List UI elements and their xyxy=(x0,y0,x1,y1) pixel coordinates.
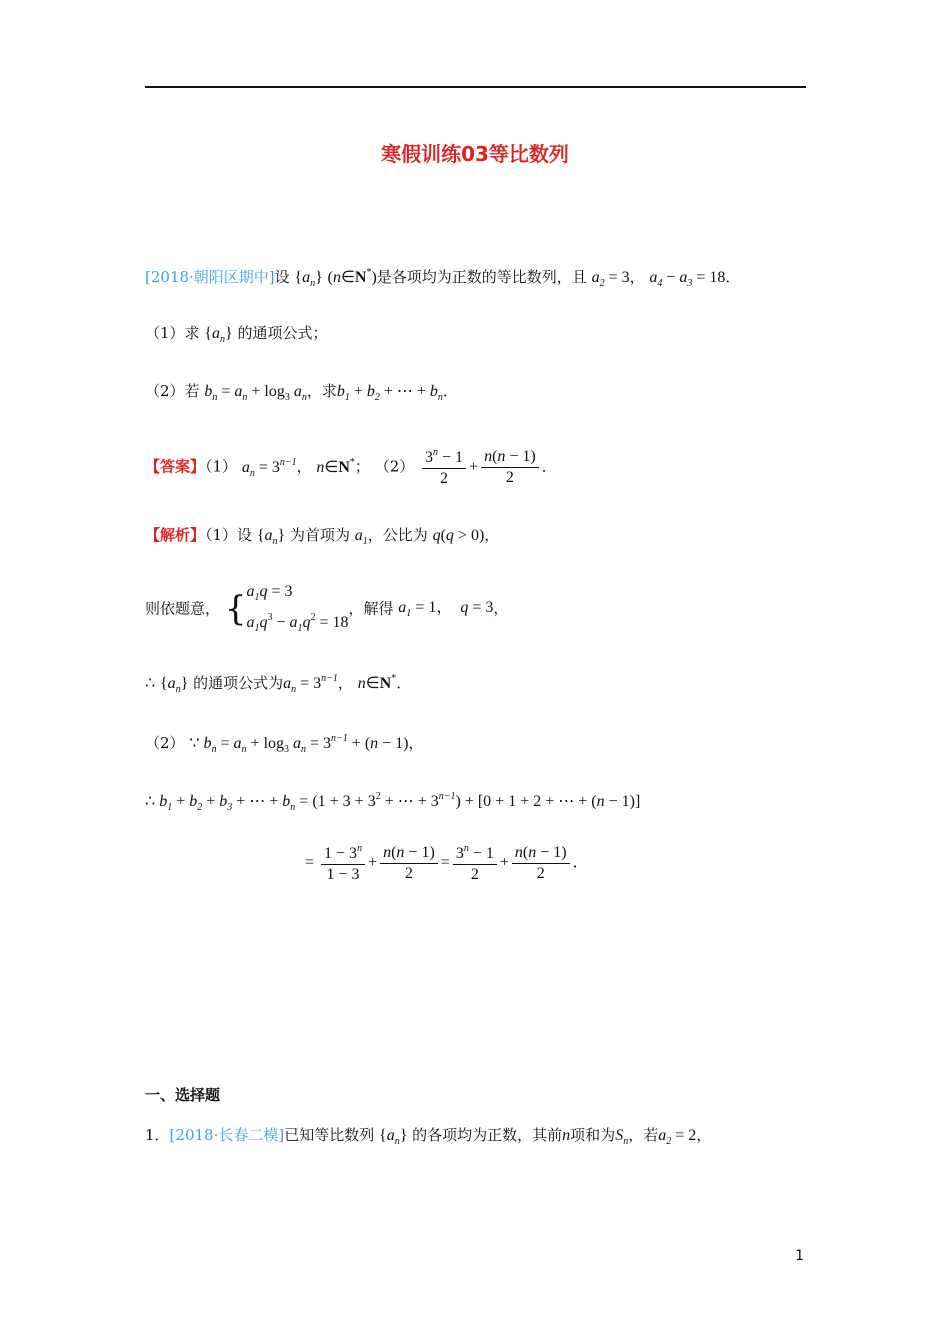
analysis-part2: （2） ∵ $b_n = a_n + \log_3 a_n = 3^{n-1} + (n - 1)$， xyxy=(145,733,424,755)
analysis-tag: 【解析】 xyxy=(145,526,206,544)
stem-post: 是各项均为正数的等比数列，且 xyxy=(376,268,587,286)
math-n-in-N: n∈N* xyxy=(316,456,355,476)
math-bn-def: $b_n = a_n + \log_3 a_n$ xyxy=(204,383,307,403)
analysis-line-1: 【解析】（1）设 $\{a_n\}$ 为首项为 $a_1$，公比为 q(q > 0)， xyxy=(145,526,500,547)
problem-stem: [2018·朝阳区期中]设 $\{a_n\}$ (n∈N*)是各项均为正数的等比数列，且 $a_2 = 3$， $a_4 - a_3 = 18$． xyxy=(145,267,741,289)
cond-pre: 则依题意， xyxy=(145,599,221,618)
q-number: 1． xyxy=(145,1126,170,1144)
math-seq-an: $\{a_n\}$ xyxy=(294,269,323,289)
math-q-pos: q(q > 0) xyxy=(432,527,485,544)
math-n: n xyxy=(562,1127,571,1144)
math-sum-expansion: ∴ $b_1 + b_2 + b_3$ + ⋯ + $b_n = (1 + 3 + 3^2$ + ⋯ + $3^{n-1}) + [0 + 1 + 2$ + ⋯ + (n − 1)] xyxy=(145,791,641,813)
question-2: （2）若 $b_n = a_n + \log_3 a_n$，求$b_1 + b_2$ + ⋯ + $b_n$． xyxy=(145,382,458,403)
therefore-post: 的通项公式为 xyxy=(193,674,284,692)
part2-label: （2） xyxy=(145,734,185,752)
math-n-in-N: n∈N* xyxy=(357,673,397,692)
math-seq-an: $\{a_n\}$ xyxy=(256,527,286,547)
math-a2-eq2: $a_2 = 2$ xyxy=(658,1127,697,1147)
math-frac-arith-sum: $\frac{n(n - 1)}{2}$ xyxy=(481,449,539,486)
q1-pre: 已知等比数列 xyxy=(284,1126,375,1144)
header-rule xyxy=(145,86,806,88)
q2-label: （2）若 xyxy=(145,382,200,400)
q1-mid3: ，若 xyxy=(628,1126,659,1144)
q2-mid: ，求 xyxy=(306,382,337,400)
page-number: 1 xyxy=(795,1248,804,1264)
q1-post: 的通项公式； xyxy=(237,324,328,342)
q1-label: （1）求 xyxy=(145,324,200,342)
analysis-sum-result xyxy=(305,844,589,883)
math-Sn: $S_n$ xyxy=(615,1127,629,1147)
math-frac-geo-sum: $\frac{3^n - 1}{2}$ xyxy=(422,448,466,487)
analysis-mid2: ，公比为 xyxy=(367,526,428,544)
page-title: 寒假训练03等比数列 xyxy=(381,142,569,166)
analysis-therefore-1: ∴ $\{a_n\}$ 的通项公式为$a_n = 3^{n-1}$， n∈N*． xyxy=(145,673,412,695)
math-solution: $a_1 = 1$， q = 3 xyxy=(398,598,494,619)
answer-part1: （1） xyxy=(205,457,238,476)
answer-part2: （2） xyxy=(374,457,415,476)
math-n-domain: (n∈N*) xyxy=(327,267,377,286)
section-heading: 一、选择题 xyxy=(145,1086,221,1104)
answer-tag: 【答案】 xyxy=(145,457,206,476)
analysis-sum-expand xyxy=(145,792,640,813)
math-an-formula: $a_n = 3^{n-1}$ xyxy=(283,673,338,695)
analysis-mid1: 为首项为 xyxy=(290,526,351,544)
answer-line: 【答案】（1） $a_n = 3^{n-1}$， n∈N*； （2） $\frac{3^n - 1}{2}$ + $\frac{n(n - 1)}{2}$ ． xyxy=(145,447,557,487)
section-question-1: 1．[2018·长春二模]已知等比数列 $\{a_n\}$ 的各项均为正数，其前n项和为$S_n$，若$a_2 = 2$， xyxy=(145,1126,712,1147)
math-because-bn: ∵ $b_n = a_n + \log_3 a_n = 3^{n-1} + (n - 1)$ xyxy=(189,733,409,755)
math-bn-sum: $b_1 + b_2$ + ⋯ + $b_n$ xyxy=(336,383,443,403)
question-1 xyxy=(145,326,328,345)
math-seq-an: $\{a_n\}$ xyxy=(379,1127,408,1147)
analysis-part1: （1）设 xyxy=(205,526,253,544)
math-a2-eq: $a_2 = 3$ xyxy=(591,269,630,289)
source-tag: [2018·朝阳区期中] xyxy=(145,268,275,286)
math-final-result: = $\frac{1 - 3^n}{1 - 3}$ + $\frac{n(n - 1)}{2}$ = $\frac{3^n - 1}{2}$ + $\frac{n(n - 1)}{2}$ ． xyxy=(305,843,589,883)
q1-mid: 的各项均为正数，其前 xyxy=(412,1126,563,1144)
math-seq-an: $\{a_n\}$ xyxy=(159,675,189,695)
analysis-system: 则依题意， { $a_1q = 3$ $a_1q^3 - a_1q^2 = 18$ ，解得 $a_1 = 1$， q = 3， xyxy=(145,583,509,634)
cond-post: ，解得 xyxy=(348,599,394,618)
math-an-formula: $a_n = 3^{n-1}$ xyxy=(241,456,297,479)
math-equation-system: { $a_1q = 3$ $a_1q^3 - a_1q^2 = 18$ xyxy=(224,583,349,634)
stem-pre: 设 xyxy=(274,268,290,286)
math-seq-an: $\{a_n\}$ xyxy=(204,325,233,345)
q1-mid2: 项和为 xyxy=(570,1126,616,1144)
math-a4-a3: $a_4 - a_3 = 18$ xyxy=(649,269,726,289)
source-tag: [2018·长春二模] xyxy=(169,1126,285,1144)
math-a1: $a_1$ xyxy=(354,527,368,547)
